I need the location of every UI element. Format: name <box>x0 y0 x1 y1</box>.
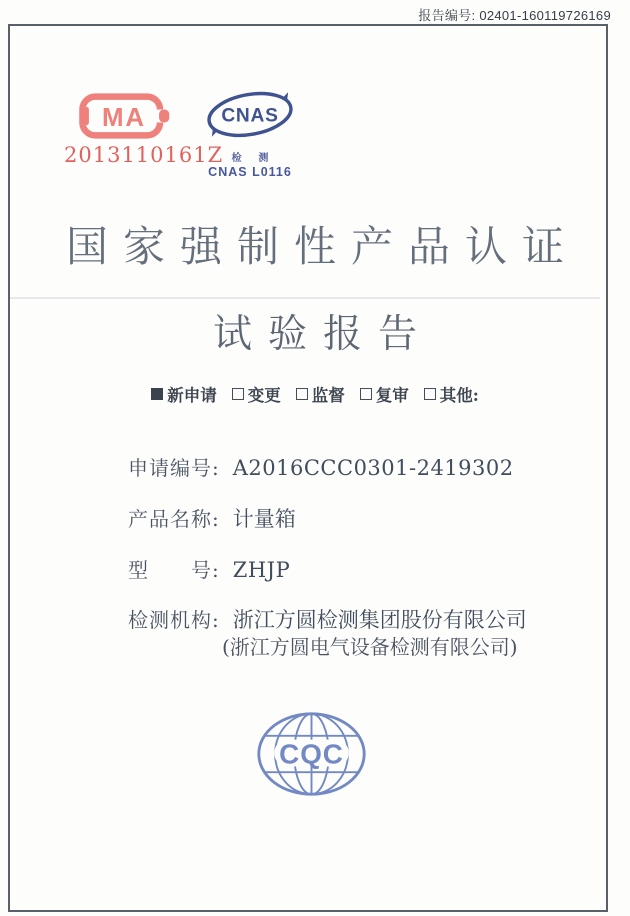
field-model <box>128 554 290 583</box>
cnas-accreditation-code: CNAS L0116 <box>208 165 292 179</box>
cqc-globe-icon <box>254 708 369 800</box>
option-change <box>232 382 281 406</box>
field-value: 浙江方圆检测集团股份有限公司 <box>232 608 527 632</box>
field-label: 产品名称: <box>128 507 220 531</box>
field-testing-organization-line2: (浙江方圆电气设备检测有限公司) <box>222 635 518 659</box>
checkbox-empty-icon <box>360 388 372 400</box>
application-type-row <box>0 382 630 406</box>
option-supervision <box>296 382 345 406</box>
field-label: 检测机构: <box>128 608 220 632</box>
checkbox-checked-icon <box>151 388 163 400</box>
option-label: 其他: <box>439 386 479 405</box>
main-title: 国家强制性产品认证 <box>65 222 579 271</box>
field-value: ZHJP <box>232 558 291 582</box>
cma-logo-block <box>64 92 224 167</box>
cqc-logo-block <box>254 708 369 800</box>
option-review <box>360 382 409 406</box>
option-label: 复审 <box>375 386 409 405</box>
option-label: 变更 <box>247 386 281 405</box>
checkbox-empty-icon <box>296 388 308 400</box>
report-number-label: 报告编号: <box>418 8 476 23</box>
field-application-number <box>128 452 514 481</box>
report-number <box>418 5 611 24</box>
option-label: 新申请 <box>167 386 217 405</box>
field-value: A2016CCC0301-2419302 <box>232 456 514 480</box>
field-label: 申请编号: <box>128 456 220 480</box>
sub-title: 试验报告 <box>212 312 433 357</box>
cnas-logo-block <box>202 86 298 179</box>
option-new-application <box>151 382 217 406</box>
svg-text:CQC: CQC <box>279 738 344 770</box>
field-value: 计量箱 <box>232 507 296 531</box>
cnas-logo-icon <box>204 86 296 146</box>
field-testing-organization <box>128 604 527 634</box>
checkbox-empty-icon <box>232 388 244 400</box>
svg-text:CNAS: CNAS <box>221 105 279 127</box>
report-number-value: 02401-160119726169 <box>479 8 611 23</box>
field-label: 型 号: <box>128 558 220 582</box>
scan-artifact-line <box>10 297 600 299</box>
cma-cert-number: 2013110161Z <box>64 143 224 167</box>
option-label: 监督 <box>311 386 345 405</box>
field-product-name <box>128 503 296 533</box>
checkbox-empty-icon <box>424 388 436 400</box>
cma-logo-icon <box>77 92 171 140</box>
option-other <box>424 382 479 406</box>
svg-text:MA: MA <box>102 104 146 133</box>
cnas-caption-cn: 检 测 <box>231 153 276 164</box>
